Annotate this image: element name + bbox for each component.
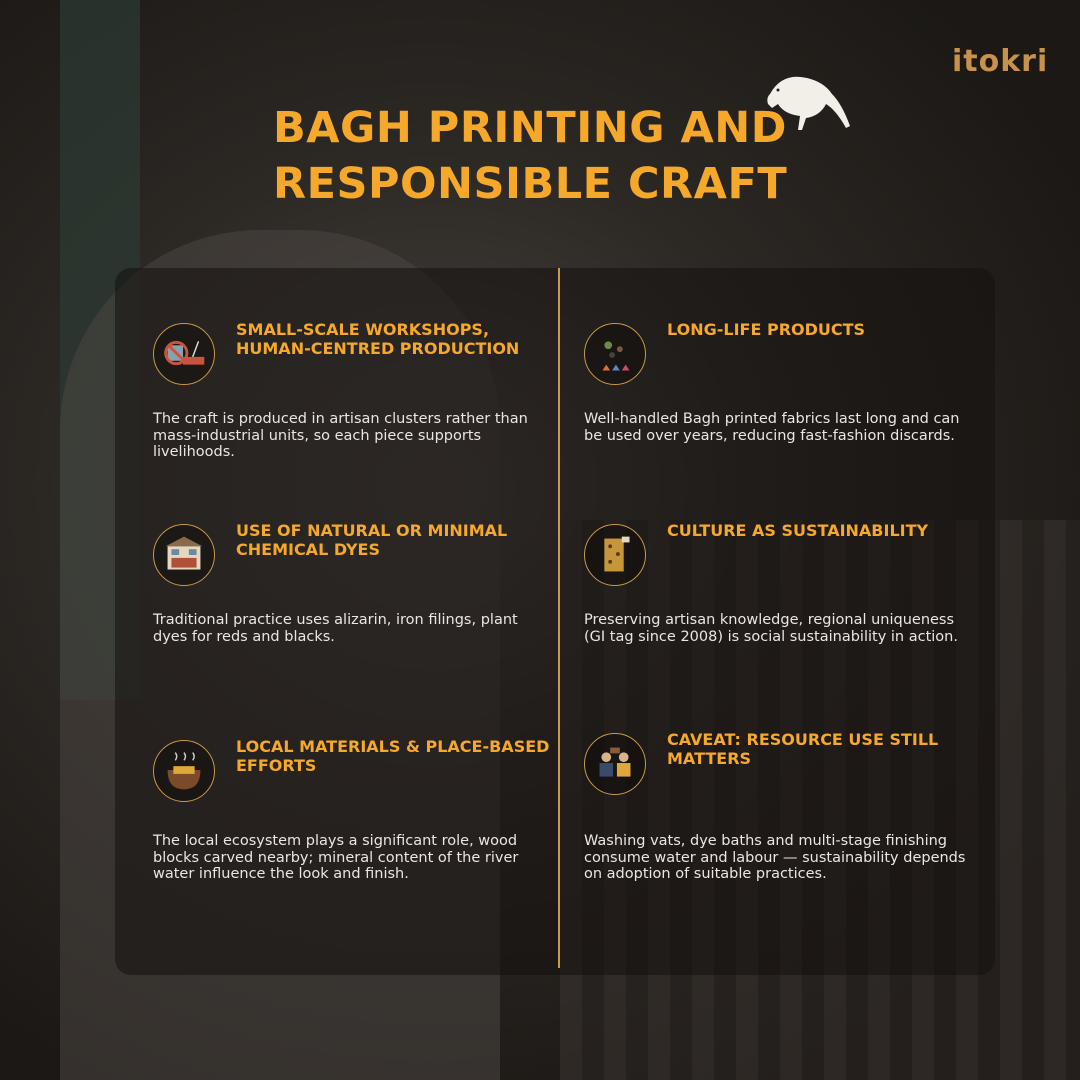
artisans-icon	[584, 733, 646, 795]
item-heading: CULTURE AS SUSTAINABILITY	[667, 521, 929, 540]
item-body: The craft is produced in artisan clusters rather than mass-industrial units, so each piece supports livelihoods.	[153, 411, 528, 460]
item-heading: CAVEAT: RESOURCE USE STILL MATTERS	[667, 730, 939, 768]
natural-pigments-icon	[584, 323, 646, 385]
item-heading: LONG-LIFE PRODUCTS	[667, 320, 866, 339]
printed-fabric-icon	[584, 524, 646, 586]
no-factory-icon	[153, 323, 215, 385]
dye-shop-icon	[153, 524, 215, 586]
column-divider	[558, 268, 560, 968]
item-heading: USE OF NATURAL OR MINIMAL CHEMICAL DYES	[236, 521, 508, 559]
item-body: Washing vats, dye baths and multi-stage finishing consume water and labour — sustainability depends on adoption of suitable practices.	[584, 833, 966, 882]
boiling-pot-icon	[153, 740, 215, 802]
item-heading: SMALL-SCALE WORKSHOPS, HUMAN-CENTRED PRODUCTION	[236, 320, 520, 358]
item-body: The local ecosystem plays a significant role, wood blocks carved nearby; mineral content of the river water influence the look and finish.	[153, 833, 519, 882]
itokri-logo: itokri	[952, 44, 1049, 79]
item-heading: LOCAL MATERIALS & PLACE-BASED EFFORTS	[236, 737, 550, 775]
page-title	[273, 100, 787, 212]
item-body: Well-handled Bagh printed fabrics last long and can be used over years, reducing fast-fashion discards.	[584, 411, 960, 444]
item-body: Traditional practice uses alizarin, iron filings, plant dyes for reds and blacks.	[153, 612, 518, 645]
title-line-2: RESPONSIBLE CRAFT	[273, 159, 788, 209]
item-body: Preserving artisan knowledge, regional uniqueness (GI tag since 2008) is social sustainability in action.	[584, 612, 958, 645]
title-line-1: BAGH PRINTING AND	[273, 103, 787, 153]
